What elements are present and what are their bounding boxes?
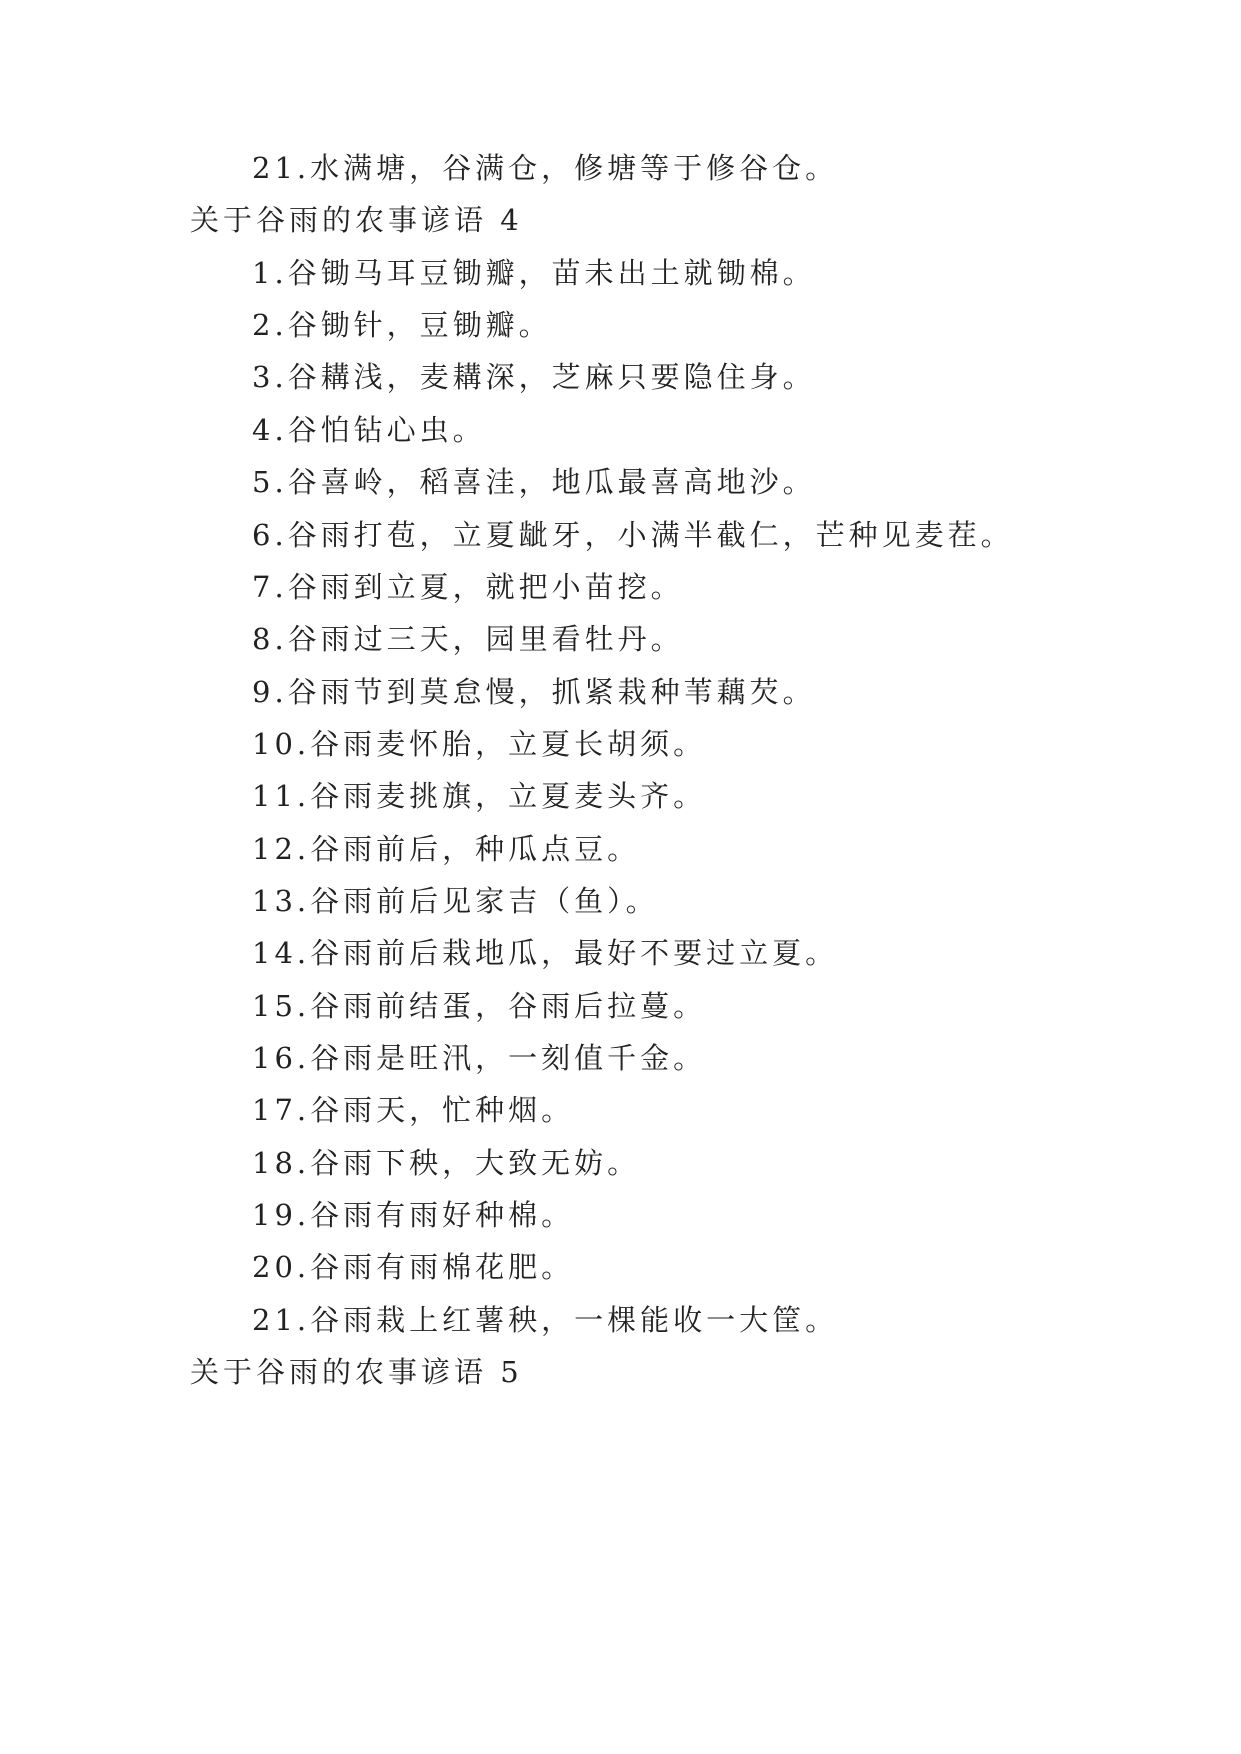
- proverb-item: 1.谷锄马耳豆锄瓣，苗未出土就锄棉。: [252, 255, 816, 290]
- proverb-item: 8.谷雨过三天，园里看牡丹。: [252, 622, 684, 657]
- proverb-item: 10.谷雨麦怀胎，立夏长胡须。: [252, 726, 707, 761]
- section-heading: 关于谷雨的农事谚语 4: [190, 203, 523, 238]
- proverb-item: 15.谷雨前结蛋，谷雨后拉蔓。: [252, 988, 707, 1023]
- proverb-item: 5.谷喜岭，稻喜洼，地瓜最喜高地沙。: [252, 465, 816, 500]
- proverb-item: 21.谷雨栽上红薯秧，一棵能收一大筐。: [252, 1302, 839, 1337]
- proverb-item: 13.谷雨前后见家吉（鱼）。: [252, 883, 659, 918]
- proverb-item: 20.谷雨有雨棉花肥。: [252, 1250, 575, 1285]
- proverb-item: 6.谷雨打苞，立夏龇牙，小满半截仁，芒种见麦茬。: [252, 517, 1014, 552]
- proverb-item: 21.水满塘，谷满仓，修塘等于修谷仓。: [252, 151, 839, 185]
- proverb-item: 9.谷雨节到莫怠慢，抓紧栽种苇藕芡。: [252, 674, 816, 709]
- proverb-item: 14.谷雨前后栽地瓜，最好不要过立夏。: [252, 936, 839, 971]
- proverb-item: 2.谷锄针，豆锄瓣。: [252, 308, 552, 343]
- proverb-item: 11.谷雨麦挑旗，立夏麦头齐。: [252, 779, 707, 814]
- proverb-item: 16.谷雨是旺汛，一刻值千金。: [252, 1041, 707, 1075]
- proverb-item: 19.谷雨有雨好种棉。: [252, 1198, 575, 1232]
- proverb-item: 7.谷雨到立夏，就把小苗挖。: [252, 569, 684, 604]
- proverb-item: 3.谷耩浅，麦耩深，芝麻只要隐住身。: [252, 360, 816, 395]
- proverb-item: 12.谷雨前后，种瓜点豆。: [252, 831, 641, 866]
- section-heading: 关于谷雨的农事谚语 5: [190, 1355, 523, 1389]
- proverb-item: 4.谷怕钻心虫。: [252, 412, 486, 447]
- proverb-item: 18.谷雨下秧，大致无妨。: [252, 1145, 641, 1180]
- proverb-item: 17.谷雨天，忙种烟。: [252, 1093, 575, 1128]
